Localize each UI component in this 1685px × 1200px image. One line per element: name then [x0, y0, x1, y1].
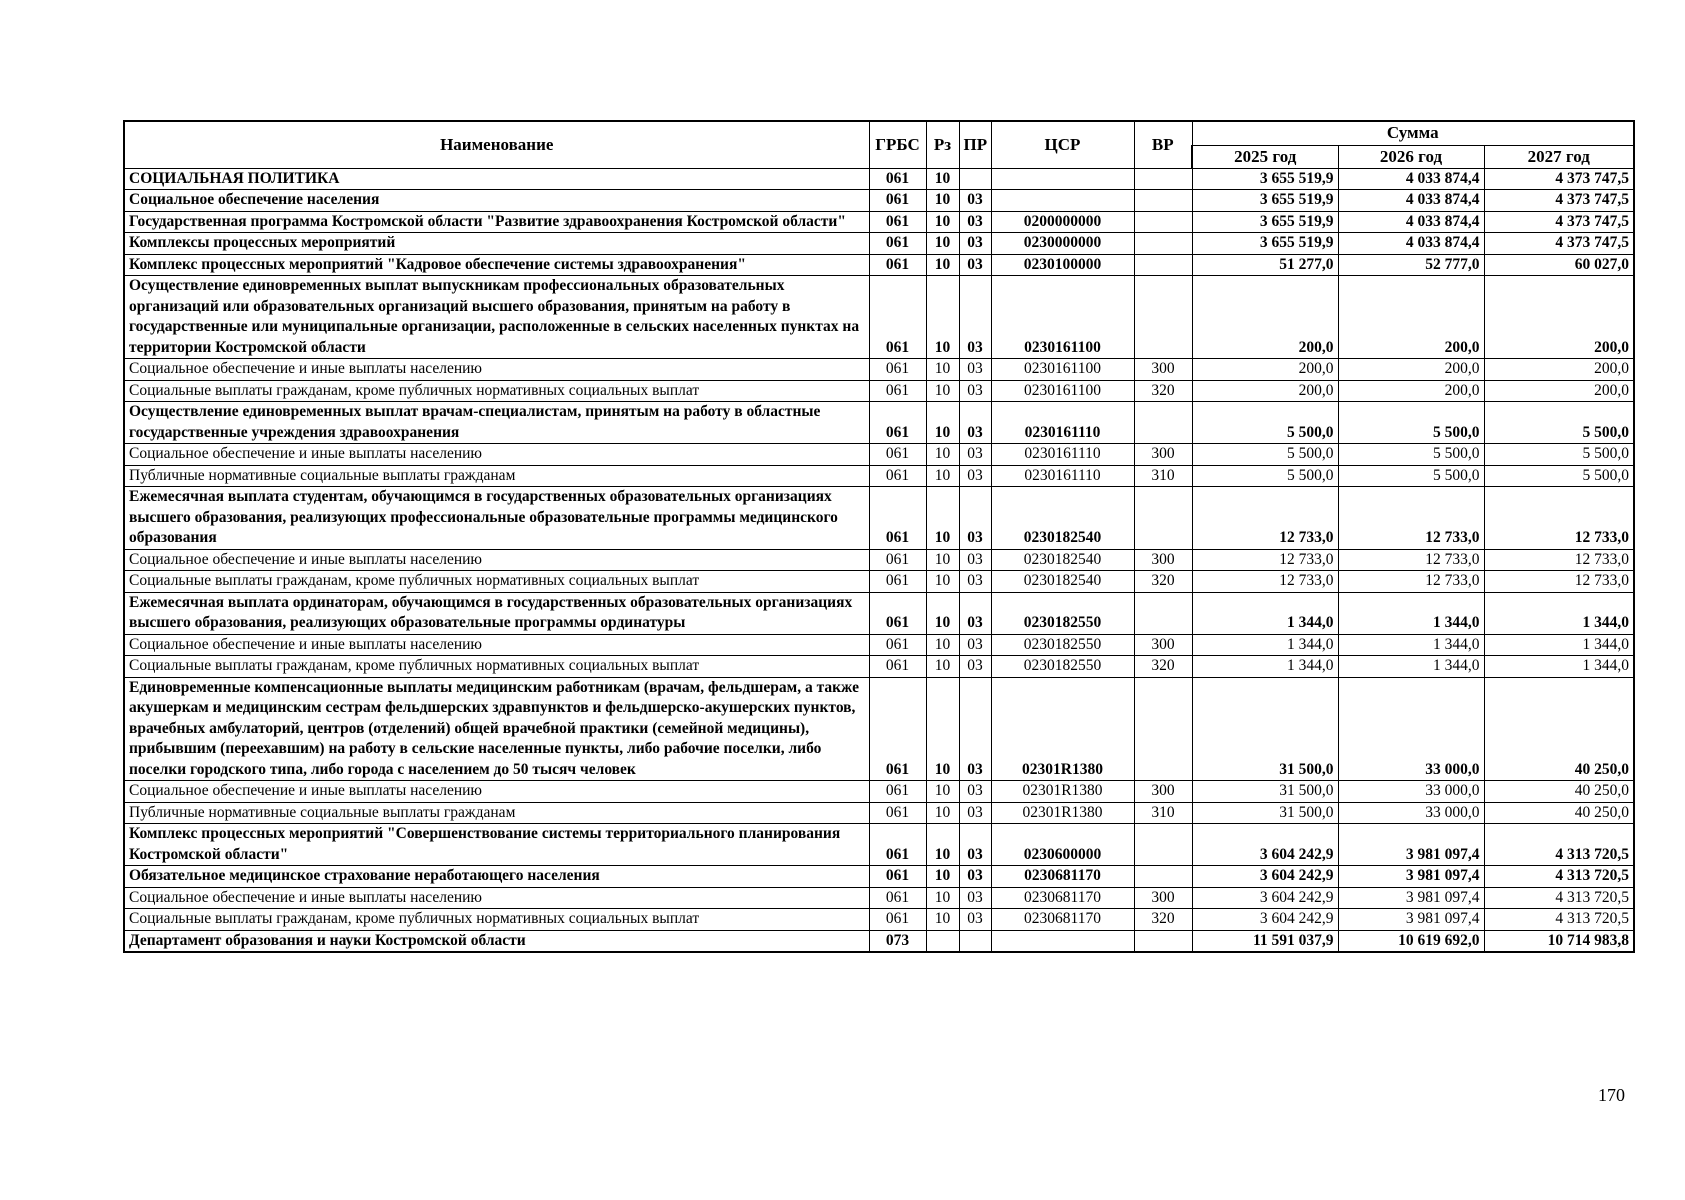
cell-pr: 03 — [959, 211, 991, 233]
header-pr: ПР — [959, 121, 991, 168]
cell-pr: 03 — [959, 592, 991, 634]
cell-2027: 4 313 720,5 — [1484, 887, 1634, 909]
cell-rz: 10 — [926, 634, 959, 656]
cell-2027: 4 373 747,5 — [1484, 168, 1634, 190]
table-row — [124, 211, 1634, 233]
cell-grbs: 061 — [869, 866, 926, 888]
cell-csr: 0230681170 — [991, 909, 1134, 931]
cell-rz: 10 — [926, 866, 959, 888]
cell-2026: 200,0 — [1338, 276, 1484, 359]
cell-grbs: 061 — [869, 656, 926, 678]
table-row — [124, 254, 1634, 276]
cell-grbs: 061 — [869, 487, 926, 550]
cell-vr: 320 — [1134, 380, 1192, 402]
cell-2027: 4 373 747,5 — [1484, 211, 1634, 233]
page-number: 170 — [1598, 1085, 1625, 1105]
cell-name: Социальное обеспечение и иные выплаты населению — [124, 444, 869, 466]
cell-2025: 5 500,0 — [1192, 444, 1338, 466]
cell-pr: 03 — [959, 887, 991, 909]
cell-name: Социальные выплаты гражданам, кроме публичных нормативных социальных выплат — [124, 656, 869, 678]
cell-2026: 12 733,0 — [1338, 487, 1484, 550]
cell-pr: 03 — [959, 233, 991, 255]
cell-2027: 4 373 747,5 — [1484, 233, 1634, 255]
header-year-2027: 2027 год — [1484, 145, 1634, 168]
table-row — [124, 402, 1634, 444]
cell-vr: 300 — [1134, 359, 1192, 381]
table-row — [124, 190, 1634, 212]
cell-2026: 200,0 — [1338, 380, 1484, 402]
cell-pr: 03 — [959, 909, 991, 931]
cell-name: Комплекс процессных мероприятий "Совершенствование системы территориального планирования Костромской области" — [124, 824, 869, 866]
cell-2027: 40 250,0 — [1484, 802, 1634, 824]
cell-grbs: 061 — [869, 824, 926, 866]
table-row — [124, 592, 1634, 634]
table-row — [124, 781, 1634, 803]
cell-csr: 0230100000 — [991, 254, 1134, 276]
cell-2025: 200,0 — [1192, 276, 1338, 359]
table-row — [124, 677, 1634, 781]
cell-2026: 33 000,0 — [1338, 677, 1484, 781]
cell-2025: 3 604 242,9 — [1192, 909, 1338, 931]
cell-grbs: 061 — [869, 402, 926, 444]
cell-pr: 03 — [959, 276, 991, 359]
cell-rz: 10 — [926, 168, 959, 190]
cell-2027: 40 250,0 — [1484, 677, 1634, 781]
cell-grbs: 061 — [869, 190, 926, 212]
cell-2027: 5 500,0 — [1484, 444, 1634, 466]
table-row — [124, 276, 1634, 359]
cell-rz: 10 — [926, 276, 959, 359]
table-row — [124, 656, 1634, 678]
cell-grbs: 061 — [869, 233, 926, 255]
cell-csr: 0230681170 — [991, 866, 1134, 888]
cell-2026: 4 033 874,4 — [1338, 190, 1484, 212]
cell-2027: 1 344,0 — [1484, 634, 1634, 656]
cell-2027: 1 344,0 — [1484, 656, 1634, 678]
cell-2026: 3 981 097,4 — [1338, 824, 1484, 866]
cell-rz: 10 — [926, 781, 959, 803]
cell-rz: 10 — [926, 359, 959, 381]
cell-2026: 33 000,0 — [1338, 802, 1484, 824]
cell-vr: 310 — [1134, 802, 1192, 824]
header-rz: Рз — [926, 121, 959, 168]
header-year-2025: 2025 год — [1192, 145, 1338, 168]
table-row — [124, 571, 1634, 593]
cell-2027: 1 344,0 — [1484, 592, 1634, 634]
cell-grbs: 061 — [869, 359, 926, 381]
header-vr: ВР — [1134, 121, 1192, 168]
cell-grbs: 061 — [869, 444, 926, 466]
cell-rz: 10 — [926, 444, 959, 466]
table-row — [124, 887, 1634, 909]
cell-name: Публичные нормативные социальные выплаты гражданам — [124, 802, 869, 824]
cell-2026: 12 733,0 — [1338, 549, 1484, 571]
cell-grbs: 061 — [869, 465, 926, 487]
cell-csr: 0200000000 — [991, 211, 1134, 233]
cell-grbs: 073 — [869, 930, 926, 952]
cell-2025: 1 344,0 — [1192, 634, 1338, 656]
cell-vr: 320 — [1134, 656, 1192, 678]
cell-pr: 03 — [959, 359, 991, 381]
cell-rz: 10 — [926, 190, 959, 212]
cell-name: Социальное обеспечение и иные выплаты населению — [124, 887, 869, 909]
cell-2027: 200,0 — [1484, 276, 1634, 359]
cell-grbs: 061 — [869, 634, 926, 656]
cell-pr — [959, 930, 991, 952]
cell-vr: 320 — [1134, 909, 1192, 931]
table-row — [124, 909, 1634, 931]
table-row — [124, 549, 1634, 571]
cell-2026: 4 033 874,4 — [1338, 168, 1484, 190]
cell-2026: 1 344,0 — [1338, 656, 1484, 678]
cell-pr: 03 — [959, 444, 991, 466]
cell-pr: 03 — [959, 254, 991, 276]
cell-grbs: 061 — [869, 802, 926, 824]
cell-2025: 12 733,0 — [1192, 549, 1338, 571]
cell-2026: 3 981 097,4 — [1338, 909, 1484, 931]
cell-name: Комплекс процессных мероприятий "Кадровое обеспечение системы здравоохранения" — [124, 254, 869, 276]
cell-pr — [959, 168, 991, 190]
cell-2026: 4 033 874,4 — [1338, 233, 1484, 255]
cell-grbs: 061 — [869, 276, 926, 359]
cell-csr: 0230161110 — [991, 444, 1134, 466]
cell-rz: 10 — [926, 909, 959, 931]
table-row — [124, 802, 1634, 824]
cell-rz: 10 — [926, 549, 959, 571]
cell-pr: 03 — [959, 465, 991, 487]
cell-vr: 310 — [1134, 465, 1192, 487]
cell-pr: 03 — [959, 781, 991, 803]
cell-rz: 10 — [926, 402, 959, 444]
cell-pr: 03 — [959, 656, 991, 678]
cell-csr: 0230000000 — [991, 233, 1134, 255]
cell-vr — [1134, 168, 1192, 190]
cell-rz: 10 — [926, 254, 959, 276]
cell-csr: 0230182540 — [991, 549, 1134, 571]
cell-name: Публичные нормативные социальные выплаты гражданам — [124, 465, 869, 487]
cell-grbs: 061 — [869, 254, 926, 276]
cell-name: Государственная программа Костромской области "Развитие здравоохранения Костромской области" — [124, 211, 869, 233]
cell-vr — [1134, 824, 1192, 866]
cell-vr — [1134, 592, 1192, 634]
cell-2025: 3 604 242,9 — [1192, 824, 1338, 866]
cell-2025: 200,0 — [1192, 380, 1338, 402]
cell-csr: 0230600000 — [991, 824, 1134, 866]
cell-2027: 200,0 — [1484, 359, 1634, 381]
cell-name: Социальные выплаты гражданам, кроме публичных нормативных социальных выплат — [124, 380, 869, 402]
cell-rz: 10 — [926, 802, 959, 824]
cell-csr: 0230182540 — [991, 487, 1134, 550]
cell-2026: 4 033 874,4 — [1338, 211, 1484, 233]
cell-rz: 10 — [926, 677, 959, 781]
cell-grbs: 061 — [869, 549, 926, 571]
cell-2026: 5 500,0 — [1338, 444, 1484, 466]
cell-pr: 03 — [959, 190, 991, 212]
cell-name: Ежемесячная выплата ординаторам, обучающимся в государственных образовательных организациях высшего образования, реализующих образовательные программы ординатуры — [124, 592, 869, 634]
cell-grbs: 061 — [869, 909, 926, 931]
cell-2027: 12 733,0 — [1484, 487, 1634, 550]
cell-2025: 3 655 519,9 — [1192, 211, 1338, 233]
cell-csr: 0230182550 — [991, 634, 1134, 656]
table-row — [124, 930, 1634, 952]
cell-2025: 12 733,0 — [1192, 571, 1338, 593]
cell-2027: 4 313 720,5 — [1484, 866, 1634, 888]
cell-2025: 51 277,0 — [1192, 254, 1338, 276]
cell-rz: 10 — [926, 656, 959, 678]
cell-2026: 1 344,0 — [1338, 634, 1484, 656]
cell-vr — [1134, 866, 1192, 888]
cell-csr — [991, 190, 1134, 212]
cell-name: Социальное обеспечение и иные выплаты населению — [124, 634, 869, 656]
cell-rz: 10 — [926, 571, 959, 593]
cell-2025: 3 604 242,9 — [1192, 866, 1338, 888]
cell-2025: 31 500,0 — [1192, 677, 1338, 781]
cell-2025: 12 733,0 — [1192, 487, 1338, 550]
cell-grbs: 061 — [869, 380, 926, 402]
cell-2026: 12 733,0 — [1338, 571, 1484, 593]
header-grbs: ГРБС — [869, 121, 926, 168]
table-row — [124, 380, 1634, 402]
cell-csr: 02301R1380 — [991, 781, 1134, 803]
cell-vr — [1134, 211, 1192, 233]
cell-csr: 0230161110 — [991, 402, 1134, 444]
table-row — [124, 634, 1634, 656]
table-row — [124, 359, 1634, 381]
cell-2026: 33 000,0 — [1338, 781, 1484, 803]
cell-grbs: 061 — [869, 781, 926, 803]
cell-2025: 5 500,0 — [1192, 402, 1338, 444]
cell-pr: 03 — [959, 634, 991, 656]
cell-2027: 60 027,0 — [1484, 254, 1634, 276]
cell-2025: 3 604 242,9 — [1192, 887, 1338, 909]
cell-2025: 200,0 — [1192, 359, 1338, 381]
table-row — [124, 168, 1634, 190]
cell-rz: 10 — [926, 592, 959, 634]
cell-vr — [1134, 190, 1192, 212]
cell-2025: 31 500,0 — [1192, 781, 1338, 803]
cell-pr: 03 — [959, 549, 991, 571]
cell-vr: 300 — [1134, 549, 1192, 571]
cell-name: Департамент образования и науки Костромской области — [124, 930, 869, 952]
cell-2026: 5 500,0 — [1338, 402, 1484, 444]
cell-2025: 3 655 519,9 — [1192, 168, 1338, 190]
cell-vr — [1134, 487, 1192, 550]
cell-2025: 31 500,0 — [1192, 802, 1338, 824]
cell-vr — [1134, 276, 1192, 359]
cell-name: Социальное обеспечение и иные выплаты населению — [124, 359, 869, 381]
cell-pr: 03 — [959, 380, 991, 402]
cell-2027: 4 313 720,5 — [1484, 909, 1634, 931]
cell-rz: 10 — [926, 233, 959, 255]
cell-name: Социальные выплаты гражданам, кроме публичных нормативных социальных выплат — [124, 909, 869, 931]
cell-2026: 3 981 097,4 — [1338, 866, 1484, 888]
cell-2025: 1 344,0 — [1192, 592, 1338, 634]
cell-2027: 10 714 983,8 — [1484, 930, 1634, 952]
cell-2025: 1 344,0 — [1192, 656, 1338, 678]
cell-rz: 10 — [926, 380, 959, 402]
cell-grbs: 061 — [869, 677, 926, 781]
cell-pr: 03 — [959, 802, 991, 824]
header-name: Наименование — [124, 121, 869, 168]
cell-rz: 10 — [926, 465, 959, 487]
table-row — [124, 465, 1634, 487]
cell-name: Обязательное медицинское страхование неработающего населения — [124, 866, 869, 888]
cell-csr: 0230161110 — [991, 465, 1134, 487]
cell-vr — [1134, 254, 1192, 276]
cell-2026: 3 981 097,4 — [1338, 887, 1484, 909]
cell-name: Единовременные компенсационные выплаты медицинским работникам (врачам, фельдшерам, а также акушеркам и медицинским сестрам фельдшерских здравпунктов и фельдшерско-акушерских пунктов, врачебных амбулаторий, центров (отделений) общей врачебной практики (семейной медицины), прибывшим (переехавшим) на работу в сельские населенные пункты, либо рабочие поселки, либо поселки городского типа, либо города с населением до 50 тысяч человек — [124, 677, 869, 781]
cell-rz: 10 — [926, 887, 959, 909]
cell-name: Ежемесячная выплата студентам, обучающимся в государственных образовательных организациях высшего образования, реализующих профессиональные образовательные программы медицинского образования — [124, 487, 869, 550]
cell-vr: 300 — [1134, 444, 1192, 466]
cell-name: Социальное обеспечение населения — [124, 190, 869, 212]
cell-2025: 11 591 037,9 — [1192, 930, 1338, 952]
cell-2027: 12 733,0 — [1484, 571, 1634, 593]
table-row — [124, 444, 1634, 466]
cell-csr: 0230161100 — [991, 380, 1134, 402]
cell-rz — [926, 930, 959, 952]
cell-csr: 0230182550 — [991, 592, 1134, 634]
cell-rz: 10 — [926, 824, 959, 866]
cell-name: Социальные выплаты гражданам, кроме публичных нормативных социальных выплат — [124, 571, 869, 593]
cell-pr: 03 — [959, 824, 991, 866]
cell-rz: 10 — [926, 211, 959, 233]
cell-csr: 0230681170 — [991, 887, 1134, 909]
cell-2026: 52 777,0 — [1338, 254, 1484, 276]
cell-name: Социальное обеспечение и иные выплаты населению — [124, 781, 869, 803]
cell-grbs: 061 — [869, 211, 926, 233]
cell-vr — [1134, 677, 1192, 781]
cell-name: СОЦИАЛЬНАЯ ПОЛИТИКА — [124, 168, 869, 190]
cell-rz: 10 — [926, 487, 959, 550]
table-body — [124, 168, 1634, 952]
cell-csr: 0230182540 — [991, 571, 1134, 593]
header-sum: Сумма — [1192, 121, 1634, 145]
cell-pr: 03 — [959, 866, 991, 888]
cell-2027: 40 250,0 — [1484, 781, 1634, 803]
cell-2025: 3 655 519,9 — [1192, 233, 1338, 255]
cell-2026: 5 500,0 — [1338, 465, 1484, 487]
cell-2027: 12 733,0 — [1484, 549, 1634, 571]
cell-vr: 320 — [1134, 571, 1192, 593]
cell-grbs: 061 — [869, 571, 926, 593]
cell-2027: 5 500,0 — [1484, 402, 1634, 444]
cell-2027: 4 373 747,5 — [1484, 190, 1634, 212]
cell-name: Осуществление единовременных выплат выпускникам профессиональных образовательных организаций или образовательных организаций высшего образования, принятым на работу в государственные или муниципальные организации, расположенные в сельских населенных пунктах на территории Костромской области — [124, 276, 869, 359]
table-row — [124, 487, 1634, 550]
cell-csr: 0230161100 — [991, 276, 1134, 359]
cell-csr — [991, 930, 1134, 952]
cell-vr — [1134, 402, 1192, 444]
cell-name: Осуществление единовременных выплат врачам-специалистам, принятым на работу в областные государственные учреждения здравоохранения — [124, 402, 869, 444]
cell-2025: 5 500,0 — [1192, 465, 1338, 487]
cell-vr: 300 — [1134, 781, 1192, 803]
cell-csr — [991, 168, 1134, 190]
cell-csr: 0230182550 — [991, 656, 1134, 678]
cell-pr: 03 — [959, 677, 991, 781]
cell-2027: 200,0 — [1484, 380, 1634, 402]
cell-2027: 5 500,0 — [1484, 465, 1634, 487]
cell-pr: 03 — [959, 402, 991, 444]
cell-csr: 0230161100 — [991, 359, 1134, 381]
budget-table — [123, 120, 1635, 953]
header-year-2026: 2026 год — [1338, 145, 1484, 168]
table-row — [124, 824, 1634, 866]
cell-grbs: 061 — [869, 168, 926, 190]
cell-2026: 1 344,0 — [1338, 592, 1484, 634]
cell-name: Социальное обеспечение и иные выплаты населению — [124, 549, 869, 571]
table-row — [124, 233, 1634, 255]
cell-pr: 03 — [959, 487, 991, 550]
cell-vr — [1134, 930, 1192, 952]
cell-2025: 3 655 519,9 — [1192, 190, 1338, 212]
cell-csr: 02301R1380 — [991, 802, 1134, 824]
cell-grbs: 061 — [869, 887, 926, 909]
cell-2026: 10 619 692,0 — [1338, 930, 1484, 952]
cell-vr: 300 — [1134, 887, 1192, 909]
table-row — [124, 866, 1634, 888]
cell-name: Комплексы процессных мероприятий — [124, 233, 869, 255]
cell-vr: 300 — [1134, 634, 1192, 656]
header-csr: ЦСР — [991, 121, 1134, 168]
cell-pr: 03 — [959, 571, 991, 593]
cell-2027: 4 313 720,5 — [1484, 824, 1634, 866]
cell-csr: 02301R1380 — [991, 677, 1134, 781]
cell-vr — [1134, 233, 1192, 255]
cell-2026: 200,0 — [1338, 359, 1484, 381]
cell-grbs: 061 — [869, 592, 926, 634]
